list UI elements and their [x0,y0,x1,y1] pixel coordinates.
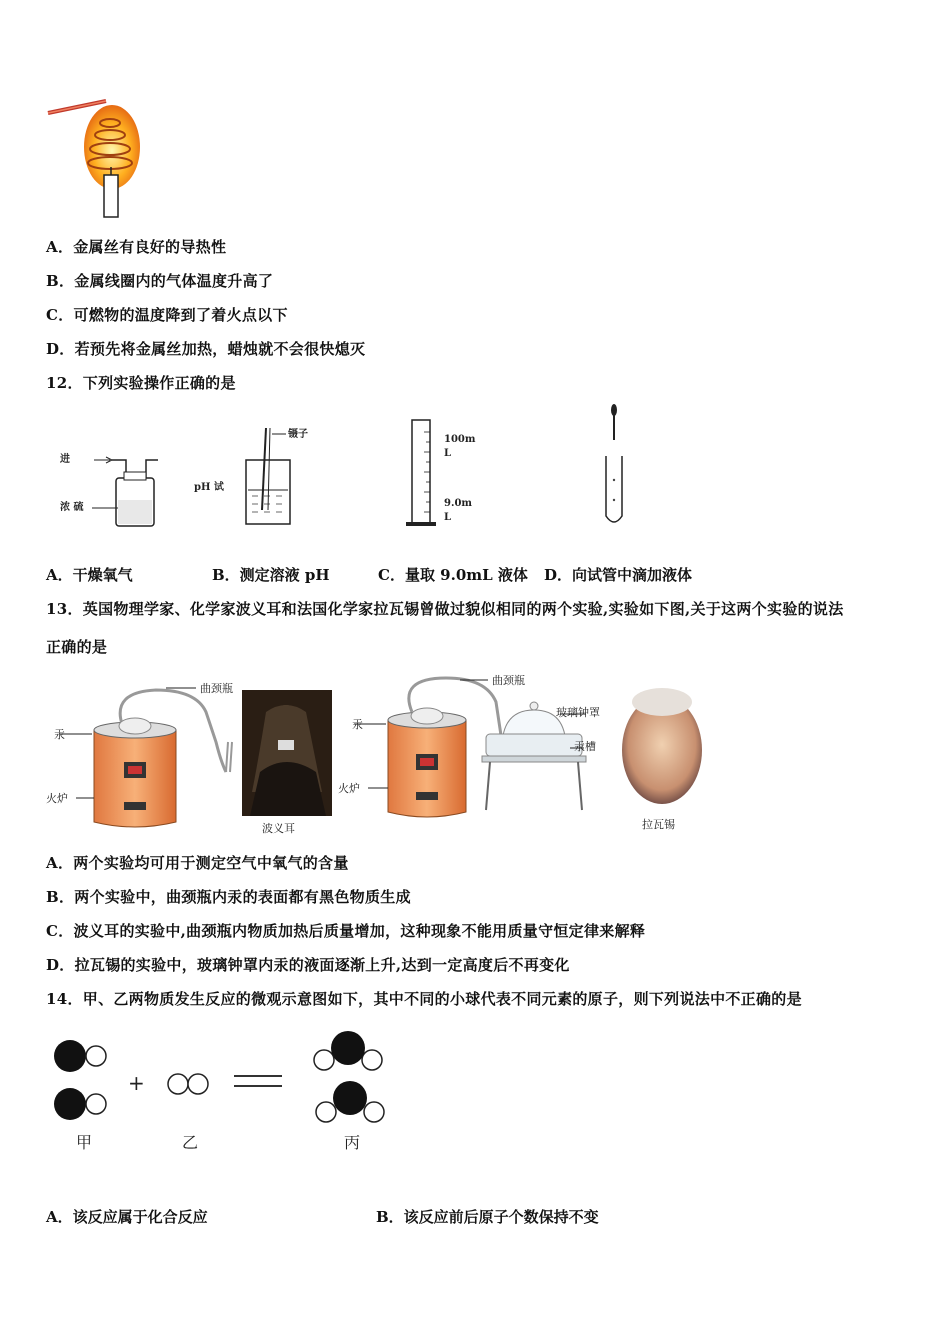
q13-stem-line1: 13．英国物理学家、化学家波义耳和法国化学家拉瓦锡曾做过貌似相同的两个实验,实验如下图,关于这两个实验的说法 [46,600,844,618]
q14-option-b: B．该反应前后原子个数保持不变 [376,1208,599,1226]
label-ph-paper: pH 试 [194,482,224,493]
q13-option-c: C．波义耳的实验中,曲颈瓶内物质加热后质量增加，这种现象不能用质量守恒定律来解释 [46,922,646,940]
molecule-jia-1 [54,1040,106,1072]
q14-stem: 14．甲、乙两物质发生反应的微观示意图如下，其中不同的小球代表不同元素的原子，则下列说法中不正确的是 [46,990,802,1008]
label-bell-jar: 玻璃钟罩 [556,706,600,719]
lavoisier-apparatus [338,673,600,817]
q13-figures [46,672,726,838]
q12-option-d: D．向试管中滴加液体 [544,566,693,584]
beaker-ph-test [194,427,308,524]
label-lavoisier: 拉瓦锡 [642,818,675,831]
boyle-apparatus [46,681,233,827]
label-tweezers: 镊子 [288,429,308,440]
gas-washing-bottle [59,452,158,526]
candle-coil-figure [44,95,154,220]
q13-option-a: A．两个实验均可用于测定空气中氧气的含量 [46,854,349,872]
molecule-yi [168,1074,208,1094]
label-flask-2: 曲颈瓶 [492,674,525,687]
q12-figures [46,400,686,540]
lavoisier-portrait [618,688,706,831]
label-furnace-1: 火炉 [46,792,68,805]
q11-option-d: D．若预先将金属丝加热，蜡烛就不会很快熄灭 [46,340,366,358]
q11-option-b: B．金属线圈内的气体温度升高了 [46,272,274,290]
plus-sign: + [128,1071,145,1095]
label-in: 进 [60,454,70,465]
label-jia: 甲 [76,1133,93,1152]
q11-option-a: A．金属丝有良好的导热性 [46,238,227,256]
q14-option-a: A．该反应属于化合反应 [46,1208,208,1226]
label-boyle: 波义耳 [262,822,295,835]
graduated-cylinder [406,420,476,526]
label-flask-1: 曲颈瓶 [200,682,233,695]
q11-option-c: C．可燃物的温度降到了着火点以下 [46,306,288,324]
label-100ml-unit: L [444,448,452,459]
label-mercury-2: 汞 [352,718,363,731]
molecule-bing-2 [316,1081,384,1122]
q12-option-c: C．量取 9.0mL 液体 [378,566,528,584]
q13-option-b: B．两个实验中，曲颈瓶内汞的表面都有黑色物质生成 [46,888,411,906]
q12-option-a: A．干燥氧气 [46,566,133,584]
label-9ml-unit: L [444,512,452,523]
label-100ml: 100m [444,434,476,445]
q12-stem: 12．下列实验操作正确的是 [46,374,236,392]
equals-sign [234,1076,282,1086]
molecule-jia-2 [54,1088,106,1120]
label-acid: 浓 硫 [60,502,84,513]
q12-option-b: B．测定溶液 pH [212,566,330,584]
label-mercury-1: 汞 [54,728,65,741]
label-bing: 丙 [344,1133,361,1152]
label-trough: 汞槽 [574,740,596,753]
boyle-portrait [242,690,332,835]
label-yi: 乙 [182,1133,199,1152]
label-furnace-2: 火炉 [338,782,360,795]
test-tube-dropper [606,404,622,522]
q13-stem-line2: 正确的是 [46,638,108,656]
q14-molecule-diagram [46,1026,406,1156]
q13-option-d: D．拉瓦锡的实验中，玻璃钟罩内汞的液面逐渐上升,达到一定高度后不再变化 [46,956,570,974]
molecule-bing-1 [314,1031,382,1070]
label-9ml: 9.0m [444,498,472,509]
